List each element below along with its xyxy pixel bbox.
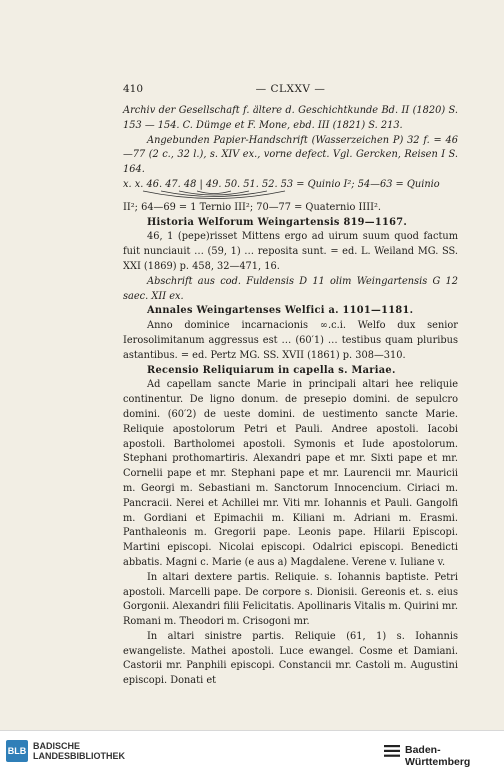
heading-historia: Historia Welforum Weingartensis 819—1167. [147, 216, 408, 228]
paragraph-dextere: In altari dextere partis. Reliquie. s. Iohannis baptiste. Petri apostoli. Marcelli pape. De corpore s. Dionisii. Gereonis et. s. eius Gorgonii. Alexandri filii Felicitatis. Apollinaris Vitalis m. Quirini mr. Romani m. Theodori m. Crisogoni mr. [123, 571, 458, 628]
paragraph-historia: 46, 1 (pepe)risset Mittens ergo ad uirum suum quod factum fuit nunciauit … (59, 1) … reposita sunt. = ed. L. Weiland MG. SS. XXI (1869) p. 458, 32—471, 16. [123, 231, 458, 272]
paragraph-sinistre: In altari sinistre partis. Reliquie (61, 1) s. Iohannis ewangeliste. Mathei apostoli. Luce ewangel. Cosme et Damiani. Castorii mr. Panphili episcopi. Constancii mr. Castoli m. Augustini episcopi. Donati et [123, 630, 458, 687]
paragraph-annales: Anno dominice incarnacionis ∞.c.i. Welfo dux senior Ierosolimitanum aggressus est … (60′1) … testibus quam pluribus astantibus. = ed. Pertz MG. SS. XVII (1861) p. 308—310. [123, 320, 458, 361]
body-text [123, 104, 458, 689]
collation-line: x. x. 46. 47. 48 | 49. 50. 51. 52. 53 = Quinio I²; 54—63 = Quinio [123, 178, 440, 190]
paragraph-abschrift: Abschrift aus cod. Fuldensis D 11 olim Weingartensis G 12 saec. XII ex. [123, 275, 458, 302]
blb-line-2: LANDESBIBLIOTHEK [33, 751, 125, 761]
page-number: 410 [123, 83, 144, 95]
running-header [123, 83, 458, 97]
bw-name[interactable]: Baden-Württemberg [405, 744, 471, 768]
paragraph-capella: Ad capellam sancte Marie in principali altari hee reliquie continentur. De ligno donum. de presepio domini. de sepulcro domini. (60′2) de ueste domini. de uestimento sancte Marie. Reliquie apostolorum Petri et Pauli. Andree apostoli. Iacobi apostoli. Bartholomei apostoli. Symonis et Iude apostolorum. Stephani prothomartiris. Alexandri pape et mr. Sixti pape et mr. Cornelii pape et mr. Stephani pape et mr. Laurencii mr. Mauricii m. Georgi m. Sebastiani m. Sanctorum Innocencium. Ciriaci m. Pancracii. Nerei et Achillei mr. Viti mr. Iohannis et Pauli. Gangolfi m. Gordiani et Epimachii m. Kiliani m. Adriani m. Erasmi. Panthaleonis m. Gregorii pape. Leonis pape. Hilarii Episcopi. Martini episcopi. Nicolai episcopi. Odalrici episcopi. Benedicti abbatis. Magni c. Marie (e aus a) Magdalene. Verene v. Iuliane v. [123, 379, 458, 568]
paragraph-angebunden: Angebunden Papier-Handschrift (Wasserzeichen P) 32 f. = 46—77 (2 c., 32 l.), s. XIV ex., vorne defect. Vgl. Gercken, Reisen I S. 164. [123, 134, 458, 176]
blb-name[interactable] [33, 741, 125, 761]
heading-annales: Annales Weingartenses Welfici a. 1101—1181. [147, 305, 414, 317]
section-number: — CLXXV — [255, 83, 326, 95]
footer-bar [0, 730, 504, 770]
bw-lions-icon[interactable] [383, 743, 401, 759]
blb-line-1: BADISCHE [33, 741, 81, 751]
paragraph-archiv: Archiv der Gesellschaft f. ältere d. Geschichtkunde Bd. II (1820) S. 153 — 154. C. Dümge et F. Mone, ebd. III (1821) S. 213. [123, 105, 458, 131]
blb-logo-icon[interactable]: BLB [6, 740, 28, 762]
heading-recensio: Recensio Reliquiarum in capella s. Mariae. [147, 364, 396, 376]
collation-line-2: II²; 64—69 = 1 Ternio III²; 70—77 = Quaternio IIII². [123, 201, 382, 213]
